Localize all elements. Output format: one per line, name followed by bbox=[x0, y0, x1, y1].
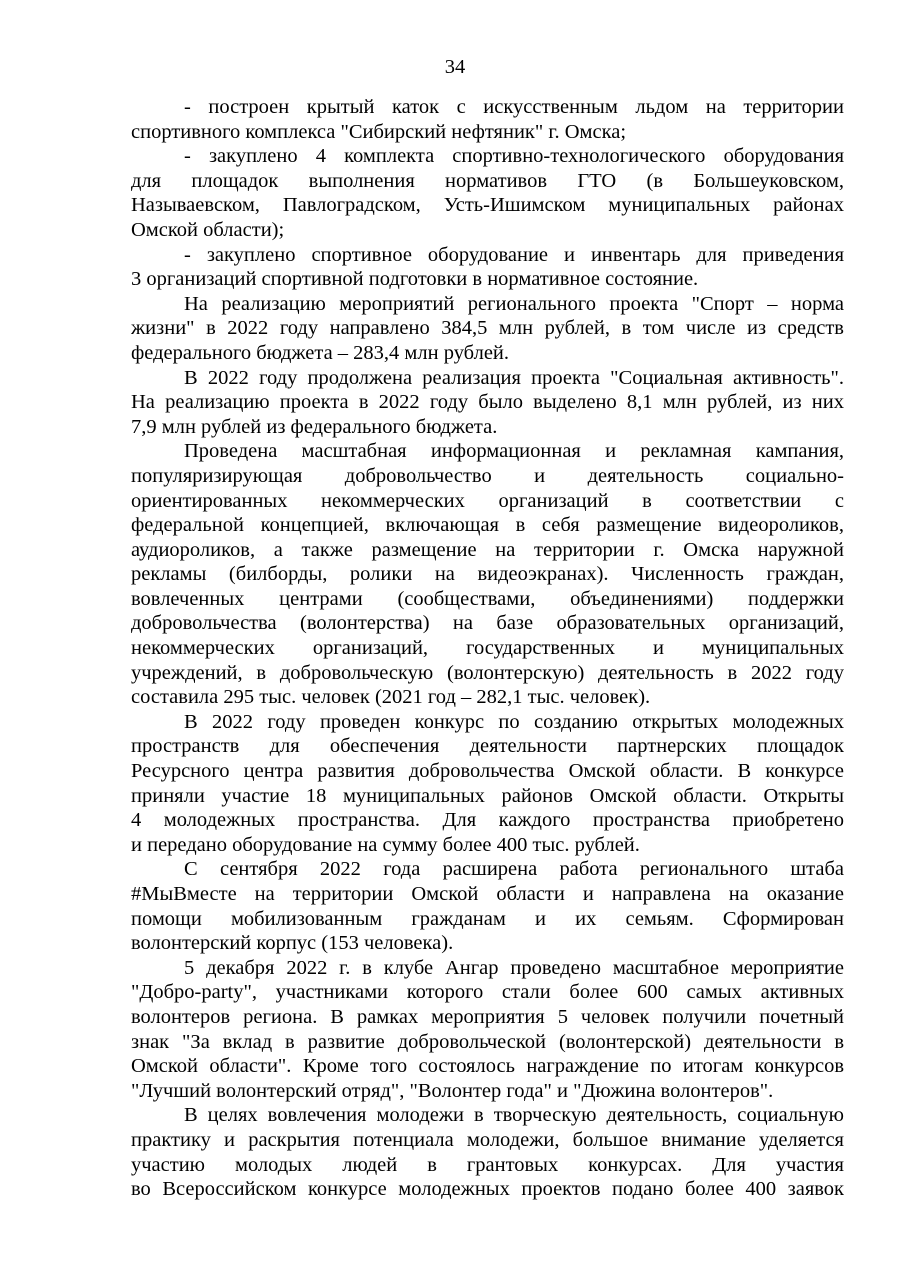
text-line: волонтерский корпус (153 человека). bbox=[131, 932, 454, 955]
text-line: во Всероссийском конкурсе молодежных проектов подано более 400 заявок bbox=[131, 1178, 844, 1201]
text-line: В целях вовлечения молодежи в творческую деятельность, социальную bbox=[184, 1104, 844, 1127]
text-line: "Лучший волонтерский отряд", "Волонтер года" и "Дюжина волонтеров". bbox=[131, 1079, 774, 1102]
body-text bbox=[131, 95, 844, 1202]
paragraph bbox=[131, 144, 844, 242]
text-line: участию молодых людей в грантовых конкурсах. Для участия bbox=[131, 1153, 844, 1176]
paragraph bbox=[131, 439, 844, 710]
paragraph bbox=[131, 1103, 844, 1201]
text-line: некоммерческих организаций, государственных и муниципальных bbox=[131, 637, 844, 660]
text-line: федерального бюджета – 283,4 млн рублей. bbox=[131, 341, 510, 364]
page-number: 34 bbox=[444, 56, 466, 78]
text-line: Ресурсного центра развития добровольчества Омской области. В конкурсе bbox=[131, 760, 844, 783]
text-line: вовлеченных центрами (сообществами, объединениями) поддержки bbox=[131, 587, 844, 610]
text-line: 7,9 млн рублей из федерального бюджета. bbox=[131, 415, 498, 438]
text-line: - закуплено спортивное оборудование и инвентарь для приведения bbox=[184, 243, 844, 266]
paragraph bbox=[131, 710, 844, 858]
text-line: и передано оборудование на сумму более 400 тыс. рублей. bbox=[131, 833, 640, 856]
text-line: - закуплено 4 комплекта спортивно-технологического оборудования bbox=[184, 145, 844, 168]
text-line: Называевском, Павлоградском, Усть-Ишимском муниципальных районах bbox=[131, 194, 844, 217]
text-line: популяризирующая добровольчество и деятельность социально- bbox=[131, 464, 844, 487]
paragraph bbox=[131, 292, 844, 366]
paragraph bbox=[131, 366, 844, 440]
text-line: федеральной концепцией, включающая в себя размещение видеороликов, bbox=[131, 514, 844, 537]
text-line: В 2022 году продолжена реализация проекта "Социальная активность". bbox=[184, 366, 844, 389]
text-line: #МыВместе на территории Омской области и направлена на оказание bbox=[131, 883, 844, 905]
text-line: 4 молодежных пространства. Для каждого пространства приобретено bbox=[131, 809, 844, 832]
text-line: 5 декабря 2022 г. в клубе Ангар проведено масштабное мероприятие bbox=[184, 956, 844, 979]
text-line: спортивного комплекса "Сибирский нефтяник" г. Омска; bbox=[131, 120, 627, 143]
text-line: ориентированных некоммерческих организаций в соответствии с bbox=[131, 489, 844, 512]
text-line: добровольчества (волонтерства) на базе образовательных организаций, bbox=[131, 612, 844, 635]
text-line: В 2022 году проведен конкурс по созданию открытых молодежных bbox=[184, 710, 844, 733]
text-line: практику и раскрытия потенциала молодежи, большое внимание уделяется bbox=[131, 1128, 844, 1151]
text-line: знак "За вклад в развитие добровольческой (волонтерской) деятельности в bbox=[131, 1030, 844, 1053]
text-line: жизни" в 2022 году направлено 384,5 млн рублей, в том числе из средств bbox=[131, 317, 844, 340]
text-line: Омской области); bbox=[131, 218, 285, 241]
text-line: С сентября 2022 года расширена работа регионального штаба bbox=[184, 858, 844, 881]
paragraph bbox=[131, 857, 844, 955]
text-line: учреждений, в добровольческую (волонтерскую) деятельность в 2022 году bbox=[131, 661, 844, 684]
text-line: Омской области". Кроме того состоялось награждение по итогам конкурсов bbox=[131, 1055, 844, 1078]
text-line: аудиороликов, а также размещение на территории г. Омска наружной bbox=[131, 538, 844, 561]
text-line: Проведена масштабная информационная и рекламная кампания, bbox=[184, 440, 844, 463]
text-line: приняли участие 18 муниципальных районов Омской области. Открыты bbox=[131, 784, 844, 807]
text-line: На реализацию мероприятий регионального проекта "Спорт – норма bbox=[184, 292, 844, 315]
text-line: пространств для обеспечения деятельности партнерских площадок bbox=[131, 735, 844, 758]
paragraph bbox=[131, 956, 844, 1104]
text-line: для площадок выполнения нормативов ГТО (в Большеуковском, bbox=[131, 169, 844, 192]
paragraph bbox=[131, 95, 844, 144]
text-line: 3 организаций спортивной подготовки в нормативное состояние. bbox=[131, 268, 699, 291]
text-line: помощи мобилизованным гражданам и их семьям. Сформирован bbox=[131, 907, 844, 930]
text-line: рекламы (билборды, ролики на видеоэкранах). Численность граждан, bbox=[131, 563, 844, 586]
text-line: "Добро-party", участниками которого стали более 600 самых активных bbox=[131, 981, 844, 1004]
text-line: составила 295 тыс. человек (2021 год – 282,1 тыс. человек). bbox=[131, 686, 651, 709]
paragraph bbox=[131, 243, 844, 292]
text-line: - построен крытый каток с искусственным льдом на территории bbox=[184, 96, 844, 118]
text-line: волонтеров региона. В рамках мероприятия 5 человек получили почетный bbox=[131, 1005, 844, 1028]
text-line: На реализацию проекта в 2022 году было выделено 8,1 млн рублей, из них bbox=[131, 391, 844, 414]
